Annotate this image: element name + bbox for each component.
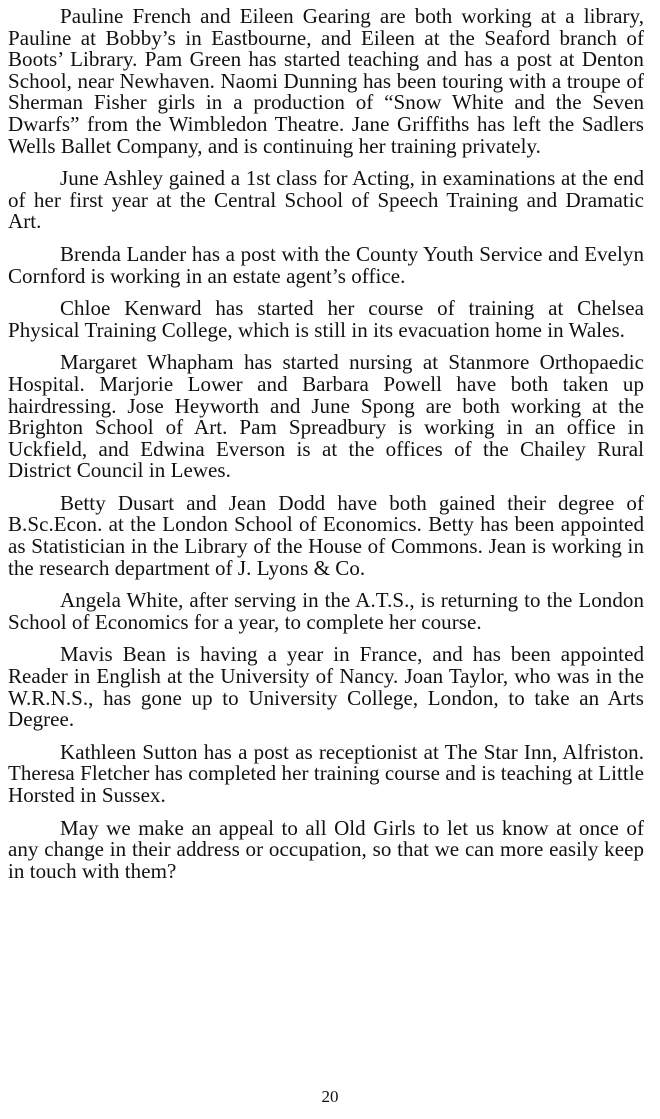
paragraph-library-and-teaching-news: Pauline French and Eileen Gearing are both working at a library, Pauline at Bobby’s in Eastbourne, and Eileen at the Seaford branch of Boots’ Library. Pam Green has started teaching and has a post at Denton School, near Newhaven. Naomi Dunning has been touring with a troupe of Sherman Fisher girls in a production of “Snow White and the Seven Dwarfs” from the Wimbledon Theatre. Jane Griffiths has left the Sadlers Wells Ballet Company, and is continuing her training privately. bbox=[8, 4, 644, 158]
paragraph-angela-white: Angela White, after serving in the A.T.S., is returning to the London School of Economics for a year, to complete her course. bbox=[8, 588, 644, 634]
paragraph-margaret-whapham: Margaret Whapham has started nursing at Stanmore Orthopaedic Hospital. Marjorie Lower and Barbara Powell have both taken up hairdressing. Jose Heyworth and June Spong are both working at the Brighton School of Art. Pam Spreadbury is working in an office in Uckfield, and Edwina Everson is at the offices of the Chailey Rural District Council in Lewes. bbox=[8, 350, 644, 483]
paragraph-brenda-lander: Brenda Lander has a post with the County Youth Service and Evelyn Cornford is working in an estate agent’s office. bbox=[8, 241, 644, 288]
page-number: 20 bbox=[321, 1087, 339, 1106]
paragraph-appeal-to-old-girls: May we make an appeal to all Old Girls to let us know at once of any change in their address or occupation, so that we can more easily keep in touch with them? bbox=[8, 815, 644, 883]
paragraph-kathleen-sutton: Kathleen Sutton has a post as receptionist at The Star Inn, Alfriston. Theresa Fletcher has completed her training course and is teaching at Little Horsted in Sussex. bbox=[8, 739, 644, 807]
paragraph-june-ashley: June Ashley gained a 1st class for Acting, in examinations at the end of her first year at the Central School of Speech Training and Dramatic Art. bbox=[8, 166, 644, 234]
paragraph-mavis-bean: Mavis Bean is having a year in France, and has been appointed Reader in English at the University of Nancy. Joan Taylor, who was in the W.R.N.S., has gone up to University College, London, to take an Arts Degree. bbox=[8, 642, 644, 732]
paragraph-betty-dusart: Betty Dusart and Jean Dodd have both gained their degree of B.Sc.Econ. at the London School of Economics. Betty has been appointed as Statistician in the Library of the House of Commons. Jean is working in the research department of J. Lyons & Co. bbox=[8, 490, 644, 580]
paragraph-chloe-kenward: Chloe Kenward has started her course of training at Chelsea Physical Training College, which is still in its evacuation home in Wales. bbox=[8, 296, 644, 342]
